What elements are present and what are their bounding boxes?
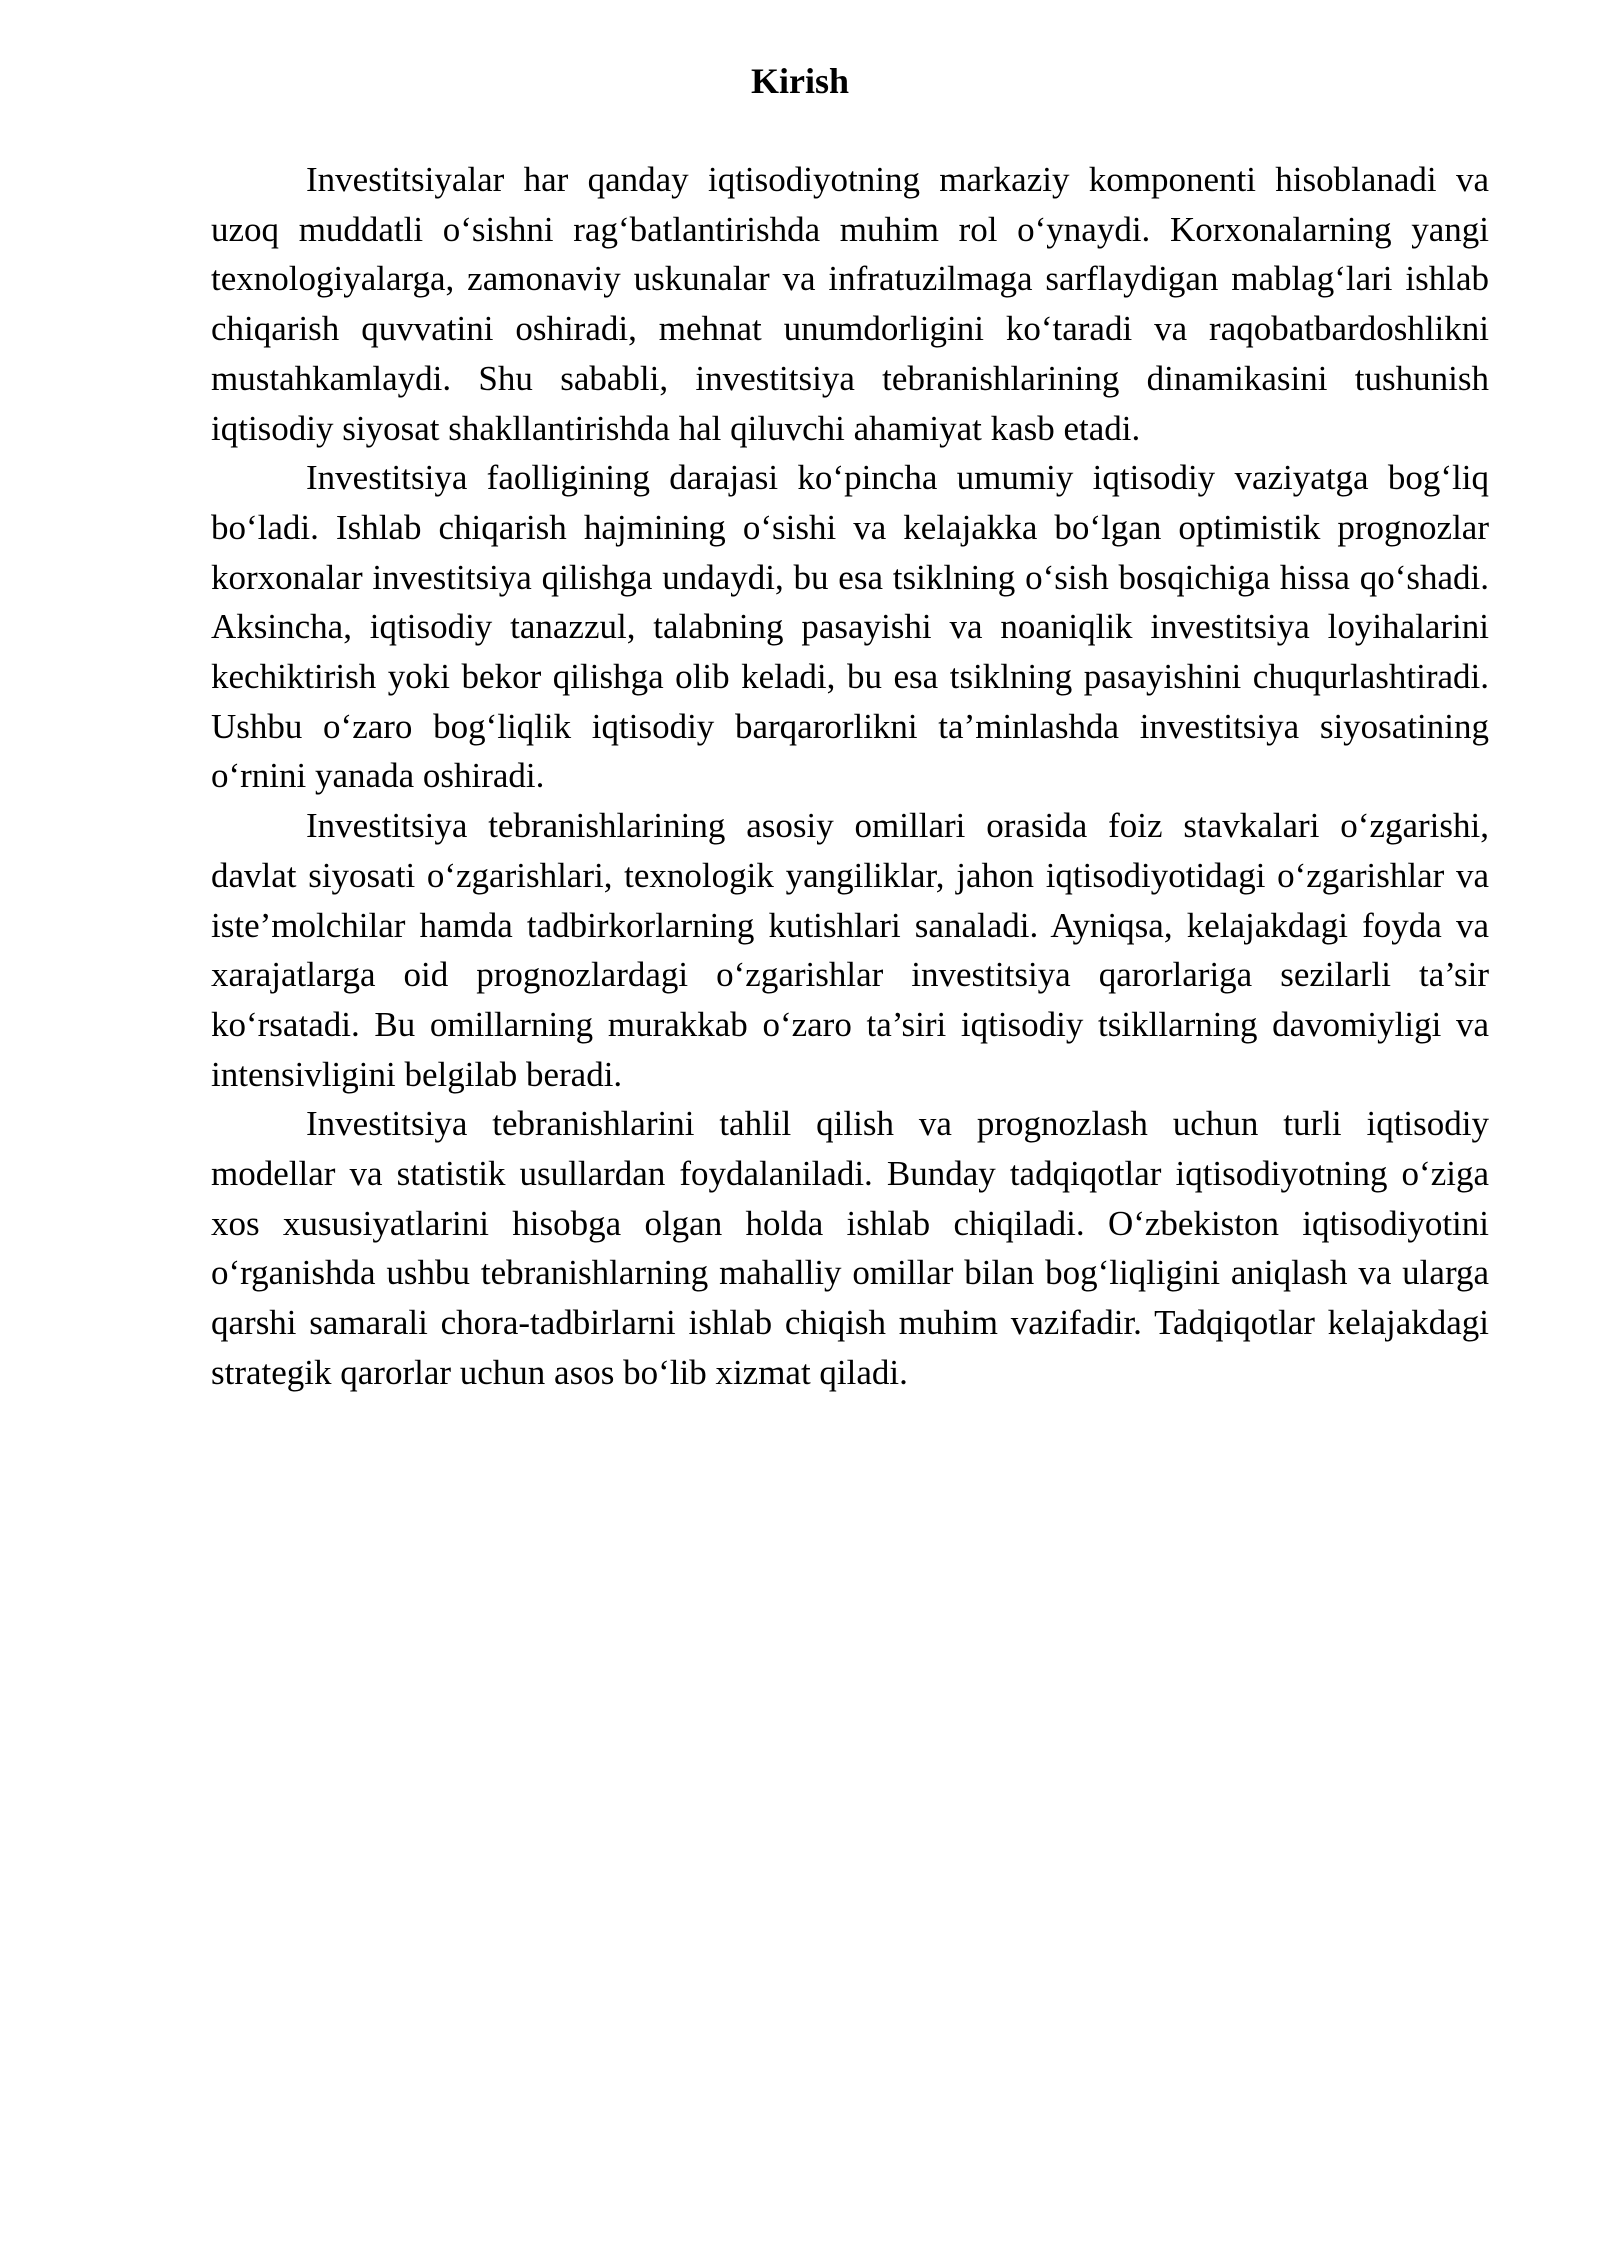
- page-title: Kirish: [750, 61, 849, 101]
- document-body: [211, 155, 1489, 1398]
- paragraph-1: Investitsiyalar har qanday iqtisodiyotning markaziy komponenti hisoblanadi va uzoq muddatli o‘sishni rag‘batlantirishda muhim rol o‘ynaydi. Korxonalarning yangi texnologiyalarga, zamonaviy uskunalar va infratuzilmaga sarflaydigan mablag‘lari ishlab chiqarish quvvatini oshiradi, mehnat unumdorligini ko‘taradi va raqobatbardoshlikni mustahkamlaydi. Shu sababli, investitsiya tebranishlarining dinamikasini tushunish iqtisodiy siyosat shakllantirishda hal qiluvchi ahamiyat kasb etadi.: [211, 160, 1489, 448]
- paragraph-3: Investitsiya tebranishlarining asosiy omillari orasida foiz stavkalari o‘zgarishi, davlat siyosati o‘zgarishlari, texnologik yangiliklar, jahon iqtisodiyotidagi o‘zgarishlar va iste’molchilar hamda tadbirkorlarning kutishlari sanaladi. Ayniqsa, kelajakdagi foyda va xarajatlarga oid prognozlardagi o‘zgarishlar investitsiya qarorlariga sezilarli ta’sir ko‘rsatadi. Bu omillarning murakkab o‘zaro ta’siri iqtisodiy tsikllarning davomiyligi va intensivligini belgilab beradi.: [211, 806, 1489, 1094]
- paragraph-2: Investitsiya faolligining darajasi ko‘pincha umumiy iqtisodiy vaziyatga bog‘liq bo‘ladi. Ishlab chiqarish hajmining o‘sishi va kelajakka bo‘lgan optimistik prognozlar korxonalar investitsiya qilishga undaydi, bu esa tsiklning o‘sish bosqichiga hissa qo‘shadi. Aksincha, iqtisodiy tanazzul, talabning pasayishi va noaniqlik investitsiya loyihalarini kechiktirish yoki bekor qilishga olib keladi, bu esa tsiklning pasayishini chuqurlashtiradi. Ushbu o‘zaro bog‘liqlik iqtisodiy barqarorlikni ta’minlashda investitsiya siyosatining o‘rnini yanada oshiradi.: [211, 458, 1489, 796]
- paragraph-4: Investitsiya tebranishlarini tahlil qilish va prognozlash uchun turli iqtisodiy modellar va statistik usullardan foydalaniladi. Bunday tadqiqotlar iqtisodiyotning o‘ziga xos xususiyatlarini hisobga olgan holda ishlab chiqiladi. O‘zbekiston iqtisodiyotini o‘rganishda ushbu tebranishlarning mahalliy omillar bilan bog‘liqligini aniqlash va ularga qarshi samarali chora-tadbirlarni ishlab chiqish muhim vazifadir. Tadqiqotlar kelajakdagi strategik qarorlar uchun asos bo‘lib xizmat qiladi.: [211, 1104, 1489, 1392]
